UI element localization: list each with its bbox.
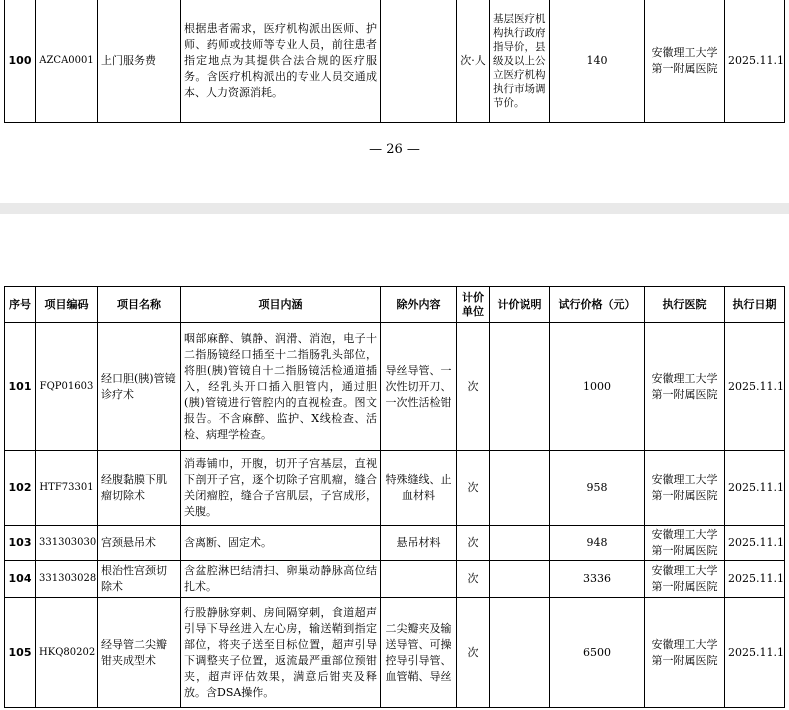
row-content: 咽部麻醉、镇静、润滑、消泡，电子十二指肠镜经口插至十二指肠乳头部位，将胆(胰)管镜自十二指肠镜活检通道插入，经乳头开口插入胆管内，通过胆(胰)管镜进行管腔内的直视检查。图文报告。不含麻醉、监护、X线检查、活检、病理学检查。 [181, 323, 381, 451]
row-code: HTF73301 [36, 451, 98, 526]
table-row [5, 451, 785, 526]
row-name: 经口胆(胰)管镜诊疗术 [98, 323, 181, 451]
header-unit: 计价单位 [457, 287, 490, 323]
row-note [490, 561, 550, 598]
row-unit: 次 [457, 561, 490, 598]
row-note [490, 451, 550, 526]
row-hospital: 安徽理工大学第一附属医院 [645, 526, 725, 561]
row-content: 根据患者需求，医疗机构派出医师、护师、药师或技师等专业人员，前往患者指定地点为其提供合法合规的医疗服务。含医疗机构派出的专业人员交通成本、人力资源消耗。 [181, 0, 381, 123]
row-note: 基层医疗机构执行政府指导价，县级及以上公立医疗机构执行市场调节价。 [490, 0, 550, 123]
row-excluded: 导丝导管、一次性切开刀、一次性活检钳 [381, 323, 457, 451]
row-seq: 102 [5, 451, 36, 526]
row-code: AZCA0001 [36, 0, 98, 123]
row-price: 3336 [550, 561, 645, 598]
header-note: 计价说明 [490, 287, 550, 323]
row-date: 2025.11.1 [725, 323, 785, 451]
row-date: 2025.11.1 [725, 526, 785, 561]
row-code: 331303028 [36, 561, 98, 598]
row-excluded [381, 0, 457, 123]
row-name: 经导管二尖瓣钳夹成型术 [98, 598, 181, 708]
row-price: 6500 [550, 598, 645, 708]
row-hospital: 安徽理工大学第一附属医院 [645, 561, 725, 598]
row-name: 宫颈悬吊术 [98, 526, 181, 561]
row-unit: 次·人 [457, 0, 490, 123]
row-hospital: 安徽理工大学第一附属医院 [645, 598, 725, 708]
row-code: FQP01603 [36, 323, 98, 451]
row-date: 2025.11.1 [725, 598, 785, 708]
table-row [5, 323, 785, 451]
row-seq: 103 [5, 526, 36, 561]
row-name: 经腹黏膜下肌瘤切除术 [98, 451, 181, 526]
row-note [490, 323, 550, 451]
page-top [0, 0, 789, 200]
row-price: 140 [550, 0, 645, 123]
table-row [5, 526, 785, 561]
row-name: 根治性宫颈切除术 [98, 561, 181, 598]
row-content: 含离断、固定术。 [181, 526, 381, 561]
table-row [5, 561, 785, 598]
header-name: 项目名称 [98, 287, 181, 323]
page-number: — 26 — [369, 142, 420, 157]
header-excluded: 除外内容 [381, 287, 457, 323]
row-hospital: 安徽理工大学第一附属医院 [645, 451, 725, 526]
row-unit: 次 [457, 598, 490, 708]
row-seq: 101 [5, 323, 36, 451]
header-hospital: 执行医院 [645, 287, 725, 323]
header-date: 执行日期 [725, 287, 785, 323]
row-date: 2025.11.1 [725, 561, 785, 598]
row-name: 上门服务费 [98, 0, 181, 123]
row-date: 2025.11.1 [725, 451, 785, 526]
row-note [490, 598, 550, 708]
header-content: 项目内涵 [181, 287, 381, 323]
header-price: 试行价格（元） [550, 287, 645, 323]
header-code: 项目编码 [36, 287, 98, 323]
row-price: 948 [550, 526, 645, 561]
row-excluded: 特殊缝线、止血材料 [381, 451, 457, 526]
row-excluded [381, 561, 457, 598]
row-code: 331303030 [36, 526, 98, 561]
row-date: 2025.11.1 [725, 0, 785, 123]
row-hospital: 安徽理工大学第一附属医院 [645, 0, 725, 123]
row-code: HKQ80202 [36, 598, 98, 708]
row-seq: 105 [5, 598, 36, 708]
row-unit: 次 [457, 526, 490, 561]
row-seq: 104 [5, 561, 36, 598]
row-hospital: 安徽理工大学第一附属医院 [645, 323, 725, 451]
row-excluded: 悬吊材料 [381, 526, 457, 561]
row-excluded: 二尖瓣夹及输送导管、可操控导引导管、血管鞘、导丝 [381, 598, 457, 708]
page-separator [0, 203, 789, 214]
row-unit: 次 [457, 323, 490, 451]
row-note [490, 526, 550, 561]
row-price: 1000 [550, 323, 645, 451]
header-seq: 序号 [5, 287, 36, 323]
table-header-row [5, 287, 785, 323]
top-fee-table [4, 0, 785, 123]
row-content: 含盆腔淋巴结清扫、卵巢动静脉高位结扎术。 [181, 561, 381, 598]
price-table [4, 286, 785, 708]
table-row [5, 0, 785, 123]
row-price: 958 [550, 451, 645, 526]
row-seq: 100 [5, 0, 36, 123]
table-row [5, 598, 785, 708]
row-content: 消毒铺巾，开腹，切开子宫基层，直视下剖开子宫，逐个切除子宫肌瘤，缝合关闭瘤腔，缝合子宫肌层，子宫成形，关腹。 [181, 451, 381, 526]
row-unit: 次 [457, 451, 490, 526]
row-content: 行股静脉穿刺、房间隔穿刺，食道超声引导下导丝进入左心房，输送鞘到指定部位，将夹子送至目标位置，超声引导下调整夹子位置，返流最严重部位预钳夹，超声评估效果，满意后钳夹及释放。含DSA操作。 [181, 598, 381, 708]
